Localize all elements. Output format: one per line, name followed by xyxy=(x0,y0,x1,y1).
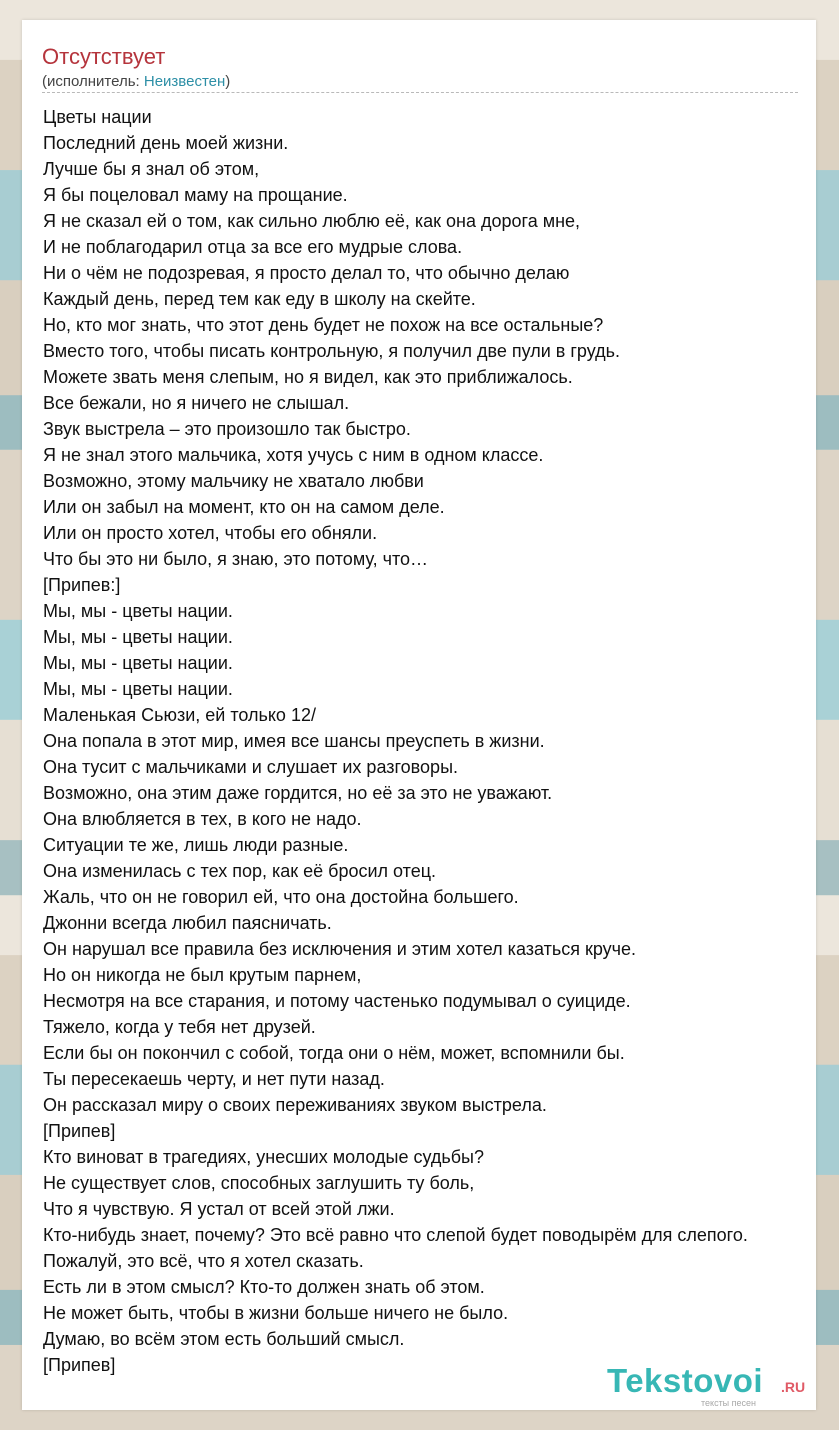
lyric-line: Она тусит с мальчиками и слушает их разговоры. xyxy=(43,757,459,777)
site-logo[interactable] xyxy=(607,1362,812,1410)
lyric-line: Не существует слов, способных заглушить ту боль, xyxy=(43,1173,475,1193)
lyric-line: [Припев] xyxy=(43,1121,116,1141)
lyric-line: Есть ли в этом смысл? Кто-то должен знать об этом. xyxy=(43,1277,485,1297)
lyric-line: Звук выстрела – это произошло так быстро. xyxy=(43,419,411,439)
lyric-line: Жаль, что он не говорил ей, что она достойна большего. xyxy=(43,887,519,907)
lyric-line: Несмотря на все старания, и потому частенько подумывал о суициде. xyxy=(43,991,631,1011)
lyric-line: Тяжело, когда у тебя нет друзей. xyxy=(43,1017,316,1037)
lyric-line: Она попала в этот мир, имея все шансы преуспеть в жизни. xyxy=(43,731,545,751)
artist-link[interactable]: Неизвестен xyxy=(143,73,226,90)
lyric-line: Я не сказал ей о том, как сильно люблю её, как она дорога мне, xyxy=(43,211,581,231)
lyric-line: Мы, мы - цветы нации. xyxy=(43,601,233,621)
lyric-line: Пожалуй, это всё, что я хотел сказать. xyxy=(43,1251,364,1271)
lyric-line: И не поблагодарил отца за все его мудрые слова. xyxy=(43,237,463,257)
lyric-line: Ты пересекаешь черту, и нет пути назад. xyxy=(43,1069,385,1089)
lyric-line: Джонни всегда любил паясничать. xyxy=(43,913,332,933)
lyric-line: Что я чувствую. Я устал от всей этой лжи. xyxy=(43,1199,395,1219)
lyric-line: Кто-нибудь знает, почему? Это всё равно что слепой будет поводырём для слепого. xyxy=(43,1225,748,1245)
artist-suffix: ) xyxy=(225,73,231,90)
lyric-line: Все бежали, но я ничего не слышал. xyxy=(43,393,350,413)
lyric-line: Можете звать меня слепым, но я видел, как это приближалось. xyxy=(43,367,573,387)
lyric-line: Последний день моей жизни. xyxy=(43,133,289,153)
lyric-line: Если бы он покончил с собой, тогда они о нём, может, вспомнили бы. xyxy=(43,1043,625,1063)
title-divider xyxy=(42,92,798,93)
lyric-line: Думаю, во всём этом есть больший смысл. xyxy=(43,1329,405,1349)
lyric-line: Я не знал этого мальчика, хотя учусь с ним в одном классе. xyxy=(43,445,544,465)
lyrics-text xyxy=(43,104,839,1378)
lyric-line: Ни о чём не подозревая, я просто делал то, что обычно делаю xyxy=(43,263,570,283)
lyric-line: Он рассказал миру о своих переживаниях звуком выстрела. xyxy=(43,1095,547,1115)
lyric-line: Или он просто хотел, чтобы его обняли. xyxy=(43,523,378,543)
lyric-line: Цветы нации xyxy=(43,107,152,127)
lyric-line: Вместо того, чтобы писать контрольную, я получил две пули в грудь. xyxy=(43,341,620,361)
lyric-line: Или он забыл на момент, кто он на самом деле. xyxy=(43,497,445,517)
lyric-line: Не может быть, чтобы в жизни больше ничего не было. xyxy=(43,1303,509,1323)
artist-prefix: (исполнитель: xyxy=(42,73,144,90)
logo-tagline: тексты песен xyxy=(701,1398,757,1408)
lyric-line: Ситуации те же, лишь люди разные. xyxy=(43,835,349,855)
lyric-line: Лучше бы я знал об этом, xyxy=(43,159,260,179)
lyric-line: Но, кто мог знать, что этот день будет не похож на все остальные? xyxy=(43,315,604,335)
lyric-line: Мы, мы - цветы нации. xyxy=(43,679,233,699)
song-title: Отсутствует xyxy=(42,44,166,69)
lyric-line: Но он никогда не был крутым парнем, xyxy=(43,965,362,985)
logo-tld: .RU xyxy=(781,1379,806,1395)
logo-name: Tekstovoi xyxy=(607,1362,764,1399)
lyric-line: Я бы поцеловал маму на прощание. xyxy=(43,185,348,205)
lyric-line: [Припев:] xyxy=(43,575,121,595)
lyric-line: Она изменилась с тех пор, как её бросил отец. xyxy=(43,861,437,881)
lyric-line: [Припев] xyxy=(43,1355,116,1375)
lyric-line: Каждый день, перед тем как еду в школу на скейте. xyxy=(43,289,476,309)
artist-line xyxy=(42,73,230,90)
lyric-line: Он нарушал все правила без исключения и этим хотел казаться круче. xyxy=(43,939,637,959)
lyric-line: Она влюбляется в тех, в кого не надо. xyxy=(43,809,362,829)
lyric-line: Кто виноват в трагедиях, унесших молодые судьбы? xyxy=(43,1147,484,1167)
lyric-line: Мы, мы - цветы нации. xyxy=(43,653,233,673)
lyric-line: Возможно, она этим даже гордится, но её за это не уважают. xyxy=(43,783,553,803)
lyric-line: Маленькая Сьюзи, ей только 12/ xyxy=(43,705,316,725)
lyric-line: Мы, мы - цветы нации. xyxy=(43,627,233,647)
lyric-line: Что бы это ни было, я знаю, это потому, что… xyxy=(43,549,429,569)
lyric-line: Возможно, этому мальчику не хватало любви xyxy=(43,471,424,491)
